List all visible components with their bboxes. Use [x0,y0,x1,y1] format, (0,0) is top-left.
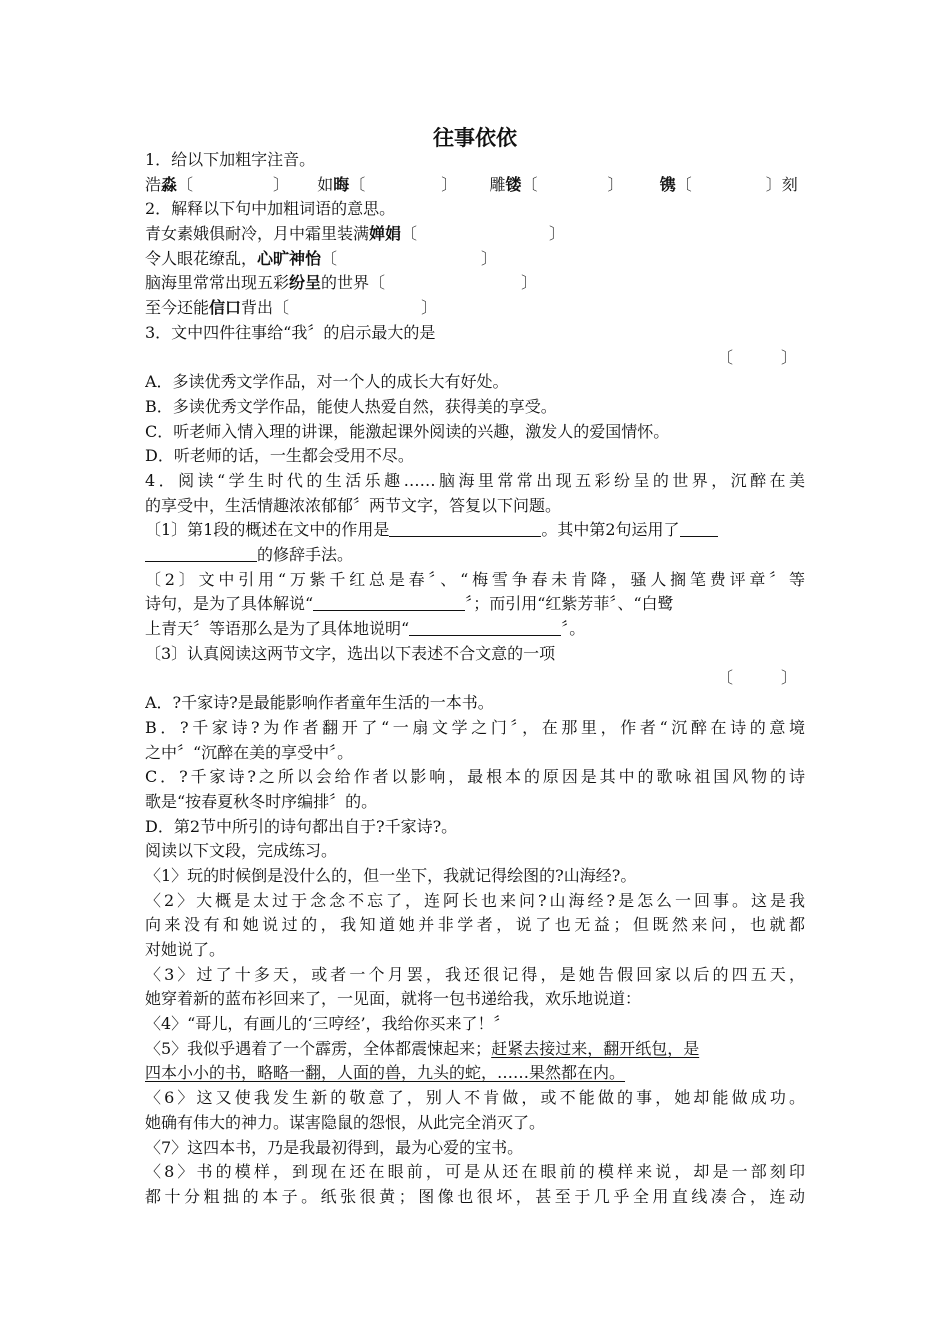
passage-para-6-line-2: 她确有伟大的神力。谋害隐鼠的怨恨，从此完全消灭了。 [145,1112,546,1132]
q4-option-a: A．?千家诗?是最能影响作者童年生活的一本书。 [145,693,494,713]
answer-blank [409,619,561,636]
answer-blank [145,545,257,562]
passage-para-8-line-2: 都十分粗拙的本子。纸张很黄；图像也很坏，甚至于几乎全用直线凑合，连动 [145,1186,805,1206]
q3-option-c: C．听老师入情入理的讲课，能激起课外阅读的兴趣，激发人的爱国情怀。 [145,421,670,441]
q4-option-b-line-1: B．?千家诗?为作者翻开了“一扇文学之门〞，在那里，作者“沉醉在诗的意境 [145,717,805,737]
passage-para-7: 〈7〉这四本书，乃是我最初得到，最为心爱的宝书。 [145,1137,524,1157]
q4-part-3: 〔3〕认真阅读这两节文字，选出以下表述不合文意的一项 [145,643,556,663]
q3-option-b: B．多读优秀文学作品，能使人热爱自然，获得美的享受。 [145,396,557,416]
reading-intro: 阅读以下文段，完成练习。 [145,841,338,861]
q2-item-2: 令人眼花缭乱，心旷神怡〔 〕 [145,248,498,268]
passage-para-2-line-1: 〈2〉大概是太过于念念不忘了，连阿长也来问?山海经?是怎么一回事。这是我 [145,890,805,910]
passage-para-6-line-1: 〈6〉这又使我发生新的敬意了，别人不肯做，或不能做的事，她却能做成功。 [145,1088,805,1108]
underlined-sentence: 四本小小的书，略略一翻，人面的兽，九头的蛇，……果然都在内。 [145,1063,626,1083]
q1-stem: 1．给以下加粗字注音。 [145,150,316,169]
answer-blank [680,520,718,537]
passage-para-5-line-2 [145,1061,805,1086]
q4-part-1: 〔1〕第1段的概述在文中的作用是 。其中第2句运用了 [145,518,805,543]
q4-part-2-line-1: 〔2〕文中引用“万紫千红总是春〞、“梅雪争春未肯降，骚人搁笔费评章〞等 [145,569,805,589]
underlined-sentence: 赶紧去接过来，翻开纸包，是 [491,1038,700,1058]
q4-option-d: D．第2节中所引的诗句都出自于?千家诗?。 [145,816,458,836]
passage-para-8-line-1: 〈8〉书的模样，到现在还在眼前，可是从还在眼前的模样来说，却是一部刻印 [145,1162,805,1182]
answer-blank [389,520,541,537]
passage-para-3-line-2: 她穿着新的蓝布衫回来了，一见面，就将一包书递给我，欢乐地说道： [145,989,642,1009]
q3-option-d: D．听老师的话，一生都会受用不尽。 [145,446,414,466]
q4-stem-line-2: 的享受中，生活情趣浓浓郁郁〞两节文字，答复以下问题。 [145,495,562,515]
q4-option-c-line-1: C．?千家诗?之所以会给作者以影响，最根本的原因是其中的歌咏祖国风物的诗 [145,767,805,787]
q2-item-3: 脑海里常常出现五彩纷呈的世界〔 〕 [145,273,538,293]
q2-item-4: 至今还能信口背出〔 〕 [145,298,438,318]
q3-option-a: A．多读优秀文学作品，对一个人的成长大有好处。 [145,372,509,392]
passage-para-3-line-1: 〈3〉过了十多天，或者一个月罢，我还很记得，是她告假回家以后的四五天， [145,964,805,984]
passage-para-4: 〈4〉“哥儿，有画儿的‘三哼经’，我给你买来了！〞 [145,1014,510,1034]
q2-item-1: 青女素娥俱耐冷，月中霜里装满婵娟〔 〕 [145,224,566,244]
passage-para-1: 〈1〉玩的时候倒是没什么的，但一坐下，我就记得绘图的?山海经?。 [145,865,637,885]
q1-words: 浩淼〔 〕 如晦〔 〕 雕镂〔 〕 镌〔 〕刻 [145,174,798,194]
q4-part-2-line-2: 诗句，是为了具体解说“ 〞；而引用“红紫芳菲〞、“白鹭 [145,594,674,614]
q3-answer-paren: 〔 〕 [716,347,797,367]
q4-answer-paren: 〔 〕 [716,668,797,688]
q4-option-b-line-2: 之中〞“沉醉在美的享受中〞。 [145,742,354,762]
q3-stem: 3．文中四件往事给“我〞的启示最大的是 [145,322,436,342]
document-body [145,148,805,1210]
q4-part-2-line-3: 上青天〞等语那么是为了具体地说明“ 〞。 [145,619,586,639]
page-title: 往事依依 [433,126,517,150]
q4-option-c-line-2: 歌是“按春夏秋冬时序编排〞的。 [145,791,378,811]
q4-stem-line-1: 4．阅读“学生时代的生活乐趣……脑海里常常出现五彩纷呈的世界，沉醉在美 [145,470,805,490]
passage-para-5-line-1: 〈5〉我似乎遇着了一个霹雳，全体都震悚起来；赶紧去接过来，翻开纸包，是 [145,1038,700,1058]
q4-part-1-cont: 的修辞手法。 [145,543,805,568]
passage-para-2-line-2: 向来没有和她说过的，我知道她并非学者，说了也无益；但既然来问，也就都 [145,915,805,935]
answer-blank [313,594,465,611]
passage-para-2-line-3: 对她说了。 [145,940,226,959]
q2-stem: 2．解释以下句中加粗词语的意思。 [145,199,396,219]
